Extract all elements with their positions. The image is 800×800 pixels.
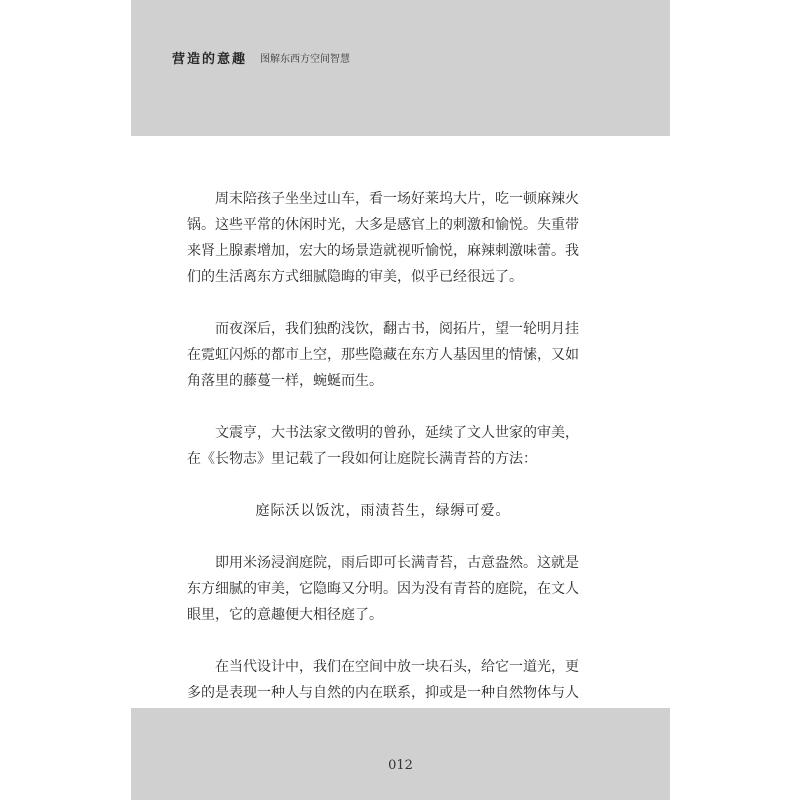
paragraph: 周末陪孩子坐坐过山车，看一场好莱坞大片，吃一顿麻辣火锅。这些平常的休闲时光，大多是感官上的刺激和愉悦。失重带来肾上腺素增加，宏大的场景造就视听愉悦，麻辣刺激味蕾。我们的生活离东方式细腻隐晦的审美，似乎已经很远了。 [187, 191, 579, 285]
paragraph: 文震亨，大书法家文徵明的曾孙，延续了文人世家的审美，在《长物志》里记载了一段如何让庭院长满青苔的方法： [187, 425, 579, 467]
paragraph: 即用米汤浸润庭院，雨后即可长满青苔，古意盎然。这就是东方细腻的审美，它隐晦又分明。因为没有青苔的庭院，在文人眼里，它的意趣便大相径庭了。 [187, 555, 579, 623]
book-title: 营造的意趣 [172, 52, 248, 67]
book-page [131, 0, 670, 800]
page-number: 012 [388, 758, 413, 773]
page-header [131, 0, 670, 136]
paragraph: 而夜深后，我们独酌浅饮，翻古书，阅拓片，望一轮明月挂在霓虹闪烁的都市上空，那些隐藏在东方人基因里的情愫，又如角落里的藤蔓一样，蜿蜒而生。 [187, 321, 579, 389]
page-footer [131, 708, 670, 800]
body-text [187, 186, 579, 758]
paragraph: 在当代设计中，我们在空间中放一块石头，给它一道光，更多的是表现一种人与自然的内在联系，抑或是一种自然物体与人 [187, 659, 579, 701]
book-subtitle: 图解东西方空间智慧 [260, 54, 350, 65]
quotation: 庭际沃以饭沈，雨渍苔生，绿缛可爱。 [255, 503, 511, 519]
